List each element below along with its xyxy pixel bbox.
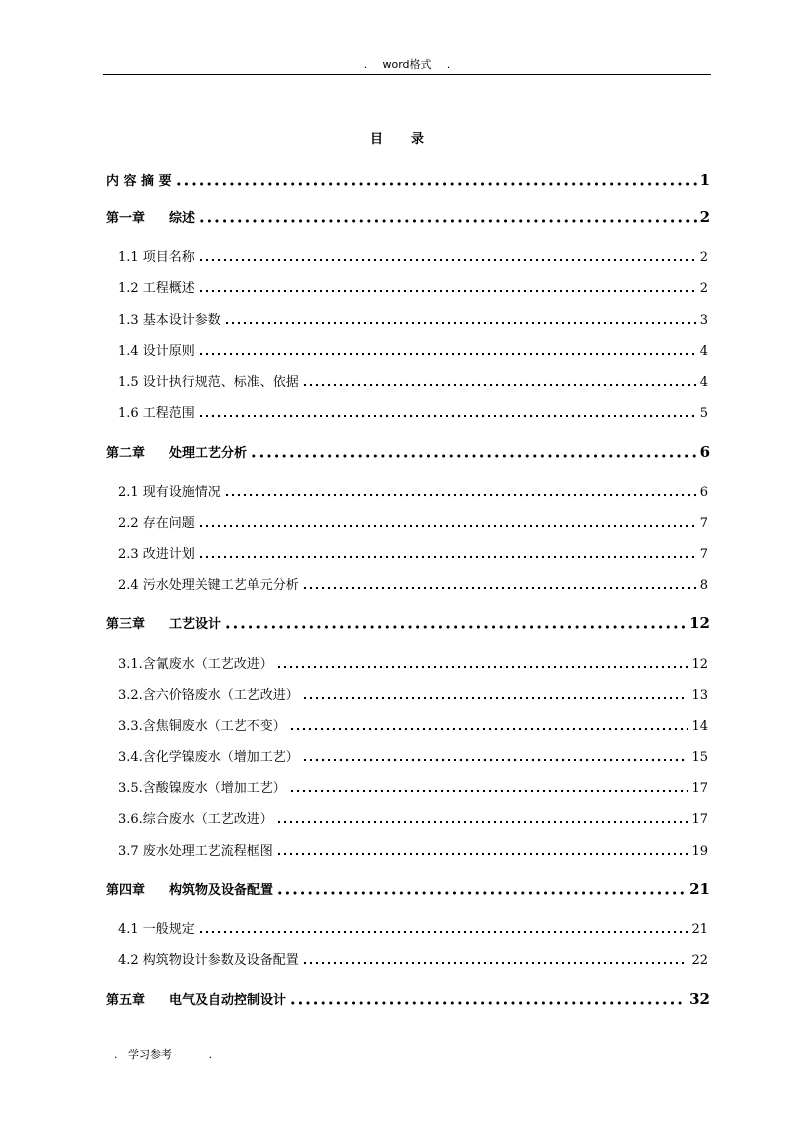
page-footer xyxy=(114,1046,212,1062)
toc-entry-page: 19 xyxy=(691,844,708,859)
toc-entry-label: 4.2 构筑物设计参数及设备配置 xyxy=(118,953,299,968)
toc-entry-summary[interactable] xyxy=(106,170,710,189)
toc-entry-page: 13 xyxy=(691,688,708,703)
toc-entry-3-3[interactable] xyxy=(118,715,708,734)
chapter-title: 构筑物及设备配置 xyxy=(169,883,274,898)
toc-leader xyxy=(198,405,697,418)
toc-entry-3-4[interactable] xyxy=(118,746,708,765)
chapter-number: 第五章 xyxy=(106,993,146,1008)
toc-entry-page: 14 xyxy=(691,719,708,734)
toc-leader xyxy=(198,515,697,528)
toc-entry-label: 3.7 废水处理工艺流程框图 xyxy=(118,844,273,859)
chapter-number: 第三章 xyxy=(106,617,146,632)
toc-entry-page: 7 xyxy=(699,547,708,562)
toc-title: 目录 xyxy=(369,132,452,147)
toc-entry-chapter-5[interactable] xyxy=(106,989,710,1008)
chapter-number: 第二章 xyxy=(106,446,146,461)
toc-entry-label: 1.2 工程概述 xyxy=(118,281,195,296)
toc-entry-label xyxy=(106,207,195,226)
toc-entry-label xyxy=(106,442,247,461)
footer-text: 学习参考 xyxy=(128,1048,172,1061)
toc-entry-label: 4.1 一般规定 xyxy=(118,922,195,937)
toc-entry-1-5[interactable] xyxy=(118,371,708,390)
chapter-title: 工艺设计 xyxy=(169,617,222,632)
toc-entry-page: 6 xyxy=(699,443,710,461)
toc-entry-label: 3.3.含焦铜废水（工艺不变） xyxy=(118,719,286,734)
toc-entry-3-1[interactable] xyxy=(118,653,708,672)
toc-entry-page: 22 xyxy=(691,953,708,968)
footer-dot-right: . xyxy=(208,1048,212,1061)
header-text: word格式 xyxy=(382,58,432,71)
toc-entry-page: 17 xyxy=(691,812,708,827)
toc-leader xyxy=(224,484,697,497)
toc-entry-3-5[interactable] xyxy=(118,777,708,796)
toc-leader xyxy=(198,921,689,934)
chapter-title: 处理工艺分析 xyxy=(169,446,248,461)
toc-leader xyxy=(224,312,697,325)
toc-leader xyxy=(302,749,689,762)
toc-entry-4-1[interactable] xyxy=(118,918,708,937)
toc-leader xyxy=(175,173,697,186)
toc-entry-label: 3.1.含氰废水（工艺改进） xyxy=(118,657,273,672)
toc-entry-3-6[interactable] xyxy=(118,808,708,827)
toc-leader xyxy=(302,374,697,387)
toc-entry-label: 3.2.含六价铬废水（工艺改进） xyxy=(118,688,299,703)
footer-dot-left: . xyxy=(114,1048,118,1061)
toc-entry-1-6[interactable] xyxy=(118,402,708,421)
toc-leader xyxy=(289,780,689,793)
toc-leader xyxy=(224,616,686,629)
toc-entry-label: 1.6 工程范围 xyxy=(118,406,195,421)
toc-leader xyxy=(198,546,697,559)
toc-leader xyxy=(198,210,697,223)
toc-entry-page: 15 xyxy=(691,750,708,765)
toc-leader xyxy=(198,280,697,293)
toc-leader xyxy=(302,687,689,700)
toc-entry-chapter-2[interactable] xyxy=(106,442,710,461)
toc-entry-label xyxy=(106,613,221,632)
toc-entry-page: 4 xyxy=(699,344,708,359)
toc-entry-page: 7 xyxy=(699,516,708,531)
toc-leader xyxy=(302,952,689,965)
toc-entry-page: 3 xyxy=(699,313,708,328)
toc-entry-label: 3.4.含化学镍废水（增加工艺） xyxy=(118,750,299,765)
toc-entry-label: 1.4 设计原则 xyxy=(118,344,195,359)
toc-entry-page: 32 xyxy=(689,990,710,1008)
toc-entry-page: 2 xyxy=(699,281,708,296)
chapter-number: 第一章 xyxy=(106,211,146,226)
toc-entry-2-4[interactable] xyxy=(118,574,708,593)
toc-leader xyxy=(302,577,697,590)
toc-entry-page: 21 xyxy=(689,880,710,898)
toc-entry-label: 3.5.含酸镍废水（增加工艺） xyxy=(118,781,286,796)
toc-entry-2-1[interactable] xyxy=(118,481,708,500)
toc-entry-label: 内 容 摘 要 xyxy=(106,174,172,189)
toc-entry-1-3[interactable] xyxy=(118,309,708,328)
toc-entry-1-1[interactable] xyxy=(118,246,708,265)
toc-entry-label xyxy=(106,879,273,898)
toc-entry-3-2[interactable] xyxy=(118,684,708,703)
toc-entry-page: 8 xyxy=(699,578,708,593)
toc-entry-label: 1.3 基本设计参数 xyxy=(118,313,221,328)
toc-entry-page: 6 xyxy=(699,485,708,500)
header-dot-right: . xyxy=(446,58,451,71)
toc-entry-label: 1.5 设计执行规范、标准、依据 xyxy=(118,375,299,390)
chapter-number: 第四章 xyxy=(106,883,146,898)
toc-leader xyxy=(276,843,689,856)
toc-leader xyxy=(198,343,697,356)
toc-entry-page: 4 xyxy=(699,375,708,390)
toc-entry-label: 1.1 项目名称 xyxy=(118,250,195,265)
toc-entry-page: 12 xyxy=(689,614,710,632)
toc-entry-page: 2 xyxy=(699,208,710,226)
toc-leader xyxy=(198,249,697,262)
toc-entry-4-2[interactable] xyxy=(118,949,708,968)
toc-entry-label: 2.1 现有设施情况 xyxy=(118,485,221,500)
toc-entry-label: 2.2 存在问题 xyxy=(118,516,195,531)
toc-entry-2-3[interactable] xyxy=(118,543,708,562)
toc-entry-chapter-4[interactable] xyxy=(106,879,710,898)
header-dot-left: . xyxy=(363,58,368,71)
toc-entry-2-2[interactable] xyxy=(118,512,708,531)
toc-leader xyxy=(276,811,689,824)
toc-entry-3-7[interactable] xyxy=(118,840,708,859)
toc-entry-page: 1 xyxy=(699,171,710,189)
toc-leader xyxy=(276,656,689,669)
toc-leader xyxy=(289,718,689,731)
chapter-title: 电气及自动控制设计 xyxy=(169,993,287,1008)
toc-entry-label: 2.3 改进计划 xyxy=(118,547,195,562)
toc-leader xyxy=(250,445,697,458)
toc-entry-page: 21 xyxy=(691,922,708,937)
toc-entry-chapter-3[interactable] xyxy=(106,613,710,632)
toc-entry-label xyxy=(106,989,286,1008)
toc-entry-page: 17 xyxy=(691,781,708,796)
toc-entry-1-4[interactable] xyxy=(118,340,708,359)
toc-entry-chapter-1[interactable] xyxy=(106,207,710,226)
toc-leader xyxy=(276,882,686,895)
toc-entry-page: 5 xyxy=(699,406,708,421)
toc-entry-label: 2.4 污水处理关键工艺单元分析 xyxy=(118,578,299,593)
toc-entry-page: 12 xyxy=(691,657,708,672)
toc-entry-label: 3.6.综合废水（工艺改进） xyxy=(118,812,273,827)
toc-entry-page: 2 xyxy=(699,250,708,265)
toc-entry-1-2[interactable] xyxy=(118,277,708,296)
toc-leader xyxy=(289,992,686,1005)
chapter-title: 综述 xyxy=(169,211,196,226)
